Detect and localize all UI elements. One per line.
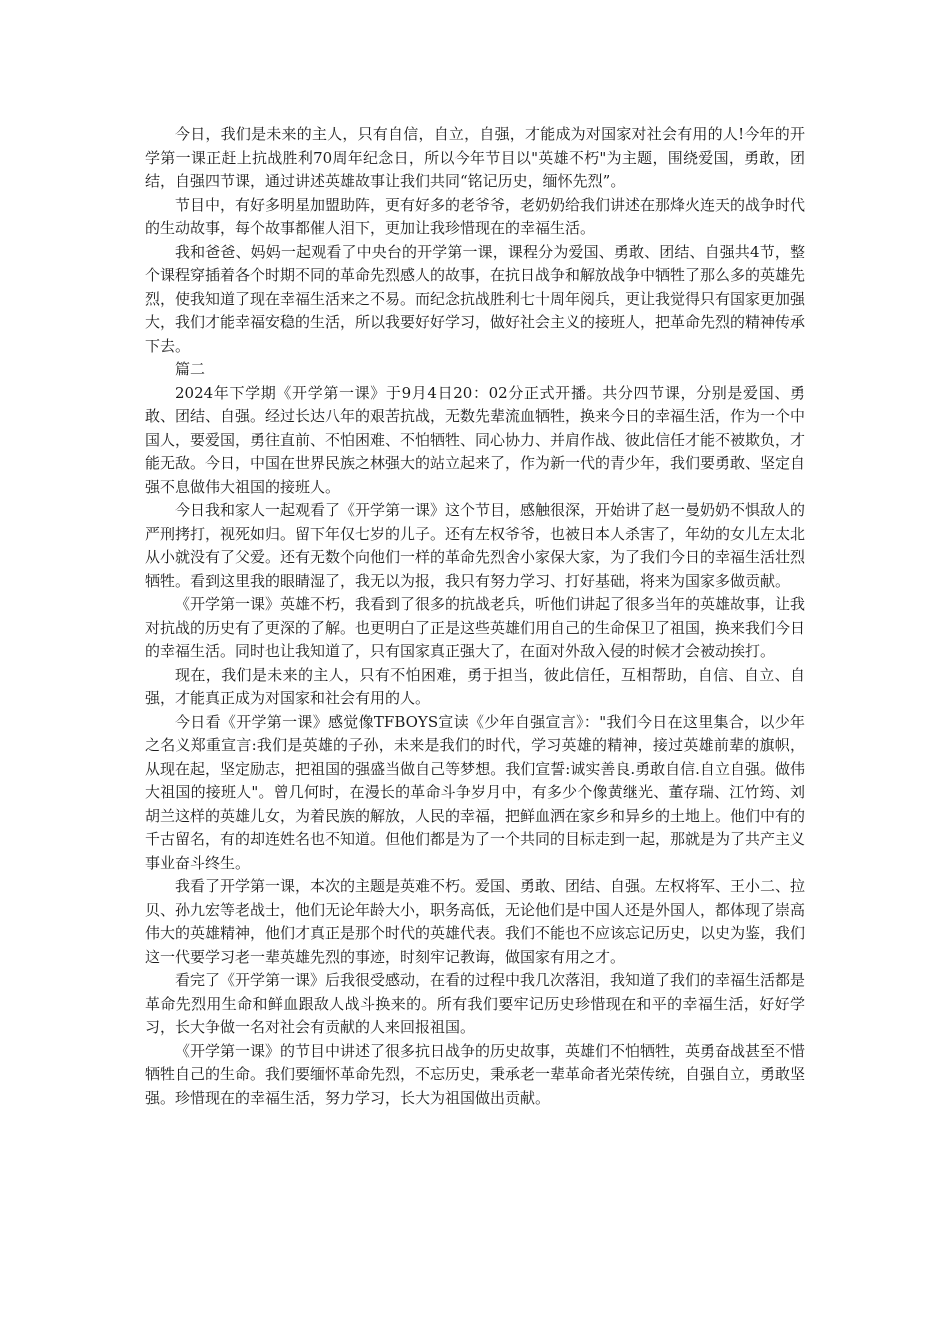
paragraph-2: 节目中，有好多明星加盟助阵，更有好多的老爷爷，老奶奶给我们讲述在那烽火连天的战争时代的生动故事，每个故事都催人泪下，更加让我珍惜现在的幸福生活。 [145, 195, 806, 237]
paragraph-4: 2024年下学期《开学第一课》于9月4日20：02分正式开播。共分四节课，分别是爱国、勇敢、团结、自强。经过长达八年的艰苦抗战，无数先辈流血牺牲，换来今日的幸福生活，作为一个中国人，要爱国，勇往直前、不怕困难、不怕牺牲、同心协力、并肩作战、彼此信任才能不被欺负，才能无敌。今日，中国在世界民族之林强大的站立起来了，作为新一代的青少年，我们要勇敢、坚定自强不息做伟大祖国的接班人。 [145, 383, 806, 496]
document-body [145, 123, 805, 1110]
section-heading: 篇二 [175, 360, 206, 378]
paragraph-9: 我看了开学第一课，本次的主题是英难不朽。爱国、勇敢、团结、自强。左权将军、王小二、拉贝、孙九宏等老战士，他们无论年龄大小，职务高低，无论他们是中国人还是外国人，都体现了崇高伟大的英雄精神，他们才真正是那个时代的英雄代表。我们不能也不应该忘记历史，以史为鉴，我们这一代要学习老一辈英雄先烈的事迹，时刻牢记教诲，做国家有用之才。 [145, 877, 806, 966]
paragraph-6: 《开学第一课》英雄不朽，我看到了很多的抗战老兵，听他们讲起了很多当年的英雄故事，让我对抗战的历史有了更深的了解。也更明白了正是这些英雄们用自己的生命保卫了祖国，换来我们今日的幸福生活。同时也让我知道了，只有国家真正强大了，在面对外敌入侵的时候才会被动挨打。 [145, 595, 806, 660]
paragraph-7: 现在，我们是未来的主人，只有不怕困难，勇于担当，彼此信任，互相帮助，自信、自立、自强，才能真正成为对国家和社会有用的人。 [145, 665, 805, 707]
paragraph-1: 今日，我们是未来的主人，只有自信，自立，自强，才能成为对国家对社会有用的人!今年的开学第一课正赶上抗战胜利70周年纪念日，所以今年节目以"英雄不朽"为主题，围绕爱国，勇敢，团结，自强四节课，通过讲述英雄故事让我们共同“铭记历史，缅怀先烈”。 [145, 125, 805, 190]
paragraph-3: 我和爸爸、妈妈一起观看了中央台的开学第一课，课程分为爱国、勇敢、团结、自强共4节，整个课程穿插着各个时期不同的革命先烈感人的故事，在抗日战争和解放战争中牺牲了那么多的英雄先烈，使我知道了现在幸福生活来之不易。而纪念抗战胜利七十周年阅兵，更让我觉得只有国家更加强大，我们才能幸福安稳的生活，所以我要好好学习，做好社会主义的接班人，把革命先烈的精神传承下去。 [145, 242, 806, 355]
paragraph-11: 《开学第一课》的节目中讲述了很多抗日战争的历史故事，英雄们不怕牺牲，英勇奋战甚至不惜牺牲自己的生命。我们要缅怀革命先烈，不忘历史，秉承老一辈革命者光荣传统，自强自立，勇敢坚强。珍惜现在的幸福生活，努力学习，长大为祖国做出贡献。 [145, 1041, 806, 1107]
paragraph-8: 今日看《开学第一课》感觉像TFBOYS宣读《少年自强宣言》："我们今日在这里集合，以少年之名义郑重宣言:我们是英雄的子孙，未来是我们的时代，学习英雄的精神，接过英雄前辈的旗帜，从现在起，坚定励志，把祖国的强盛当做自己等梦想。我们宣誓:诚实善良.勇敢自信.自立自强。做伟大祖国的接班人"。曾几何时，在漫长的革命斗争岁月中，有多少个像黄继光、董存瑞、江竹筠、刘胡兰这样的英雄儿女，为着民族的解放，人民的幸福，把鲜血洒在家乡和异乡的土地上。他们中有的千古留名，有的却连姓名也不知道。但他们都是为了一个共同的目标走到一起，那就是为了共产主义事业奋斗终生。 [145, 712, 806, 872]
paragraph-10: 看完了《开学第一课》后我很受感动，在看的过程中我几次落泪，我知道了我们的幸福生活都是革命先烈用生命和鲜血跟敌人战斗换来的。所有我们要牢记历史珍惜现在和平的幸福生活，好好学习，长大争做一名对社会有贡献的人来回报祖国。 [145, 971, 806, 1036]
paragraph-5: 今日我和家人一起观看了《开学第一课》这个节目，感触很深，开始讲了赵一曼奶奶不惧敌人的严刑拷打，视死如归。留下年仅七岁的儿子。还有左权爷爷，也被日本人杀害了，年幼的女儿左太北从小就没有了父爱。还有无数个向他们一样的革命先烈舍小家保大家，为了我们今日的幸福生活壮烈牺牲。看到这里我的眼睛湿了，我无以为报，我只有努力学习、打好基础，将来为国家多做贡献。 [145, 501, 806, 590]
